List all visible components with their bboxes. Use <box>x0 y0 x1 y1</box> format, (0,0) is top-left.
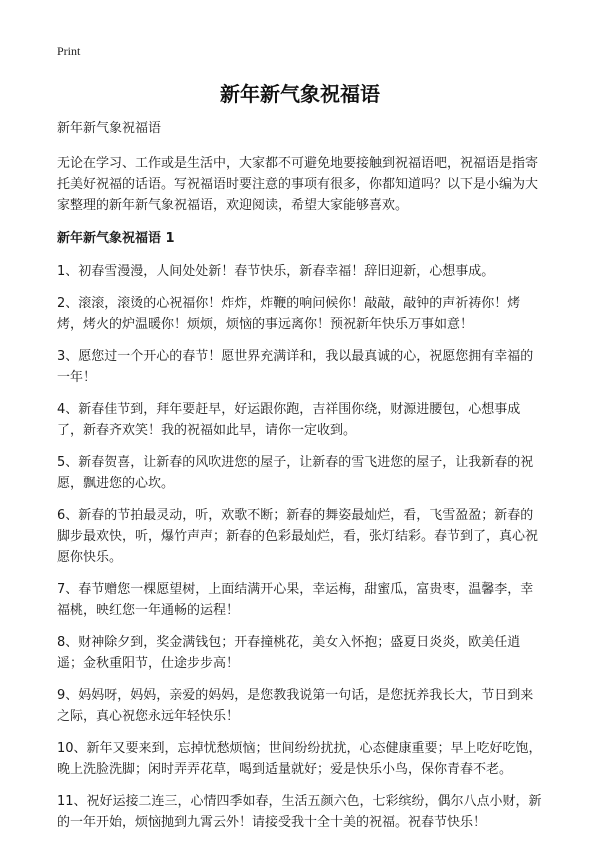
print-link[interactable]: Print <box>57 44 81 58</box>
list-item: 10、新年又要来到，忘掉忧愁烦恼；世间纷纷扰扰，心态健康重要；早上吃好吃饱，晚上洗脸洗脚；闲时弄弄花草，喝到适量就好；爱是快乐小鸟，保你青春不老。 <box>57 741 542 777</box>
list-item: 1、初春雪漫漫，人间处处新！春节快乐，新春幸福！辞旧迎新，心想事成。 <box>57 264 495 279</box>
list-item: 6、新春的节拍最灵动，听，欢歌不断；新春的舞姿最灿烂，看，飞雪盈盈；新春的脚步最欢快，听，爆竹声声；新春的色彩最灿烂，看，张灯结彩。春节到了，真心祝愿你快乐。 <box>57 508 539 565</box>
list-item: 9、妈妈呀，妈妈，亲爱的妈妈，是您教我说第一句话，是您抚养我长大，节日到来之际，真心祝您永远年轻快乐！ <box>57 688 534 724</box>
doc-subtitle: 新年新气象祝福语 <box>57 121 162 136</box>
list-item: 7、春节赠您一棵愿望树，上面结满开心果，幸运梅，甜蜜瓜，富贵枣，温馨李，幸福桃，映红您一年通畅的运程！ <box>57 582 534 618</box>
list-item: 5、新春贺喜，让新春的风吹进您的屋子，让新春的雪飞进您的屋子，让我新春的祝愿，飘进您的心坎。 <box>57 455 534 491</box>
list-item: 2、滚滚，滚烫的心祝福你！炸炸，炸鞭的响问候你！敲敲，敲钟的声祈祷你！烤烤，烤火的炉温暖你！烦烦，烦恼的事远离你！预祝新年快乐万事如意！ <box>57 296 521 332</box>
list-item: 3、愿您过一个开心的春节！愿世界充满详和，我以最真诚的心，祝愿您拥有幸福的一年！ <box>57 349 534 385</box>
page-title: 新年新气象祝福语 <box>220 82 380 106</box>
list-item: 11、祝好运接二连三，心情四季如春，生活五颜六色，七彩缤纷，偶尔八点小财，新的一年开始，烦恼抛到九霄云外！请接受我十全十美的祝福。祝春节快乐！ <box>57 794 542 830</box>
section-heading: 新年新气象祝福语 1 <box>57 231 175 246</box>
list-item: 4、新春佳节到，拜年要赶早，好运跟你跑，吉祥围你绕，财源进腰包，心想事成了，新春齐欢笑！我的祝福如此早，请你一定收到。 <box>57 402 521 438</box>
document-body <box>57 118 544 844</box>
intro-paragraph: 无论在学习、工作或是生活中，大家都不可避免地要接触到祝福语吧，祝福语是指寄托美好祝福的话语。写祝福语时要注意的事项有很多，你都知道吗？以下是小编为大家整理的新年新气象祝福语，欢迎阅读，希望大家能够喜欢。 <box>57 156 539 213</box>
list-item: 8、财神除夕到，奖金满钱包；开春撞桃花，美女入怀抱；盛夏日炎炎，欧美任逍遥；金秋重阳节，仕途步步高！ <box>57 635 521 671</box>
